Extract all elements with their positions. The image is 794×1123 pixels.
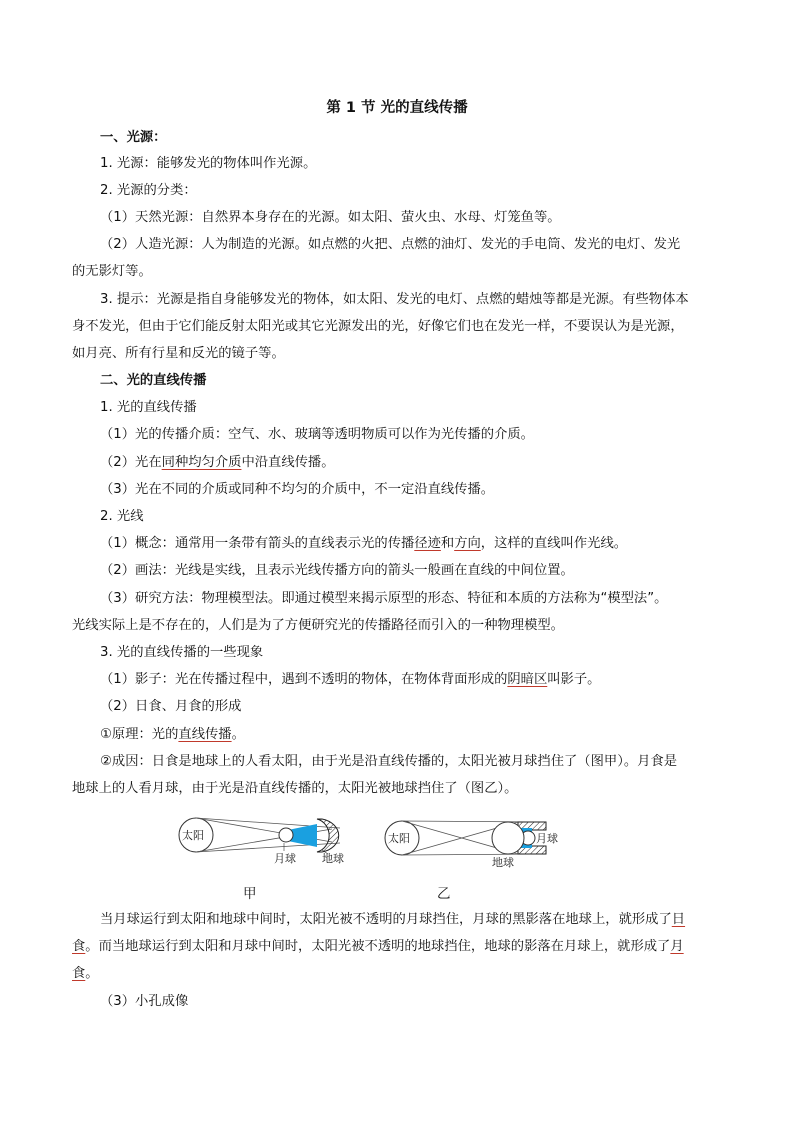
text: 。: [231, 727, 245, 742]
paragraph: 地球上的人看月球，由于光是沿直线传播的，太阳光被地球挡住了（图乙）。: [72, 781, 518, 796]
figure-caption-b: 乙: [437, 886, 451, 902]
key-term: 径迹: [414, 536, 441, 551]
figure-solar-eclipse: [172, 810, 372, 876]
text: 。: [85, 966, 99, 981]
paragraph: 1. 光源：能够发光的物体叫作光源。: [100, 156, 317, 171]
paragraph: （1）天然光源：自然界本身存在的光源。如太阳、萤火虫、水母、灯笼鱼等。: [100, 210, 561, 225]
paragraph: [100, 449, 750, 476]
earth-label: 地球: [322, 852, 344, 865]
text: 叫影子。: [547, 672, 601, 687]
paragraph: ②成因：日食是地球上的人看太阳，由于光是沿直线传播的，太阳光被月球挡住了（图甲）。月食是: [100, 754, 678, 769]
moon-label: 月球: [274, 852, 296, 865]
paragraph: 身不发光，但由于它们能反射太阳光或其它光源发出的光，好像它们也在发光一样，不要误认为是光源，: [72, 319, 684, 334]
text: （2）光在: [100, 455, 162, 470]
text: 和: [440, 536, 455, 551]
key-term: 食: [72, 939, 86, 954]
sun-label: 太阳: [182, 829, 204, 842]
section-heading-light-source: 一、光源：: [100, 130, 167, 145]
moon-label: 月球: [536, 832, 558, 845]
text: （1）概念：通常用一条带有箭头的直线表示光的传播: [100, 536, 415, 551]
paragraph: 光线实际上是不存在的，人们是为了方便研究光的传播路径而引入的一种物理模型。: [72, 618, 564, 633]
text: 中沿直线传播。: [241, 455, 335, 470]
paragraph: 2. 光线: [100, 509, 144, 524]
text: 当月球运行到太阳和地球中间时，太阳光被不透明的月球挡住，月球的黑影落在地球上，就形成了: [100, 912, 672, 927]
paragraph: 2. 光源的分类：: [100, 183, 197, 198]
key-term: 日: [671, 912, 686, 927]
text: ①原理：光的: [100, 727, 179, 742]
paragraph: （3）光在不同的介质或同种不均匀的介质中，不一定沿直线传播。: [100, 482, 495, 497]
paragraph: [100, 721, 750, 748]
key-term: 阴暗区: [507, 672, 548, 687]
text: ，这样的直线叫作光线。: [480, 536, 628, 551]
paragraph: [72, 933, 722, 960]
figure-lunar-eclipse: [378, 808, 578, 876]
solar-eclipse-diagram: [172, 810, 372, 872]
paragraph: [72, 960, 722, 987]
paragraph: 如月亮、所有行星和反光的镜子等。: [72, 346, 285, 361]
paragraph: [100, 530, 750, 557]
earth-label: 地球: [492, 856, 514, 869]
key-term: 直线传播: [178, 727, 232, 742]
lunar-eclipse-diagram: [378, 808, 578, 872]
paragraph: [100, 666, 750, 693]
paragraph: 的无影灯等。: [72, 264, 152, 279]
paragraph: （2）人造光源：人为制造的光源。如点燃的火把、点燃的油灯、发光的手电筒、发光的电灯、发光: [100, 237, 681, 252]
paragraph: （3）小孔成像: [100, 994, 189, 1009]
paragraph: 1. 光的直线传播: [100, 400, 197, 415]
key-term: 月: [670, 939, 684, 954]
paragraph: [100, 906, 750, 933]
key-term: 同种均匀介质: [161, 455, 242, 470]
paragraph: （2）日食、月食的形成: [100, 699, 242, 714]
paragraph: （3）研究方法：物理模型法。即通过模型来揭示原型的形态、特征和本质的方法称为“模型法”。: [100, 591, 668, 606]
paragraph: 3. 光的直线传播的一些现象: [100, 645, 264, 660]
section-heading-rectilinear: 二、光的直线传播: [100, 373, 207, 388]
paragraph: （1）光的传播介质：空气、水、玻璃等透明物质可以作为光传播的介质。: [100, 427, 534, 442]
paragraph: 3. 提示：光源是指自身能够发光的物体，如太阳、发光的电灯、点燃的蜡烛等都是光源。有些物体本: [100, 292, 689, 307]
text: 。而当地球运行到太阳和月球中间时，太阳光被不透明的地球挡住，地球的影落在月球上，就形成了: [85, 939, 671, 954]
paragraph: （2）画法：光线是实线，且表示光线传播方向的箭头一般画在直线的中间位置。: [100, 563, 574, 578]
text: （1）影子：光在传播过程中，遇到不透明的物体，在物体背面形成的: [100, 672, 508, 687]
key-term: 食: [72, 966, 86, 981]
key-term: 方向: [454, 536, 481, 551]
page-title: 第 1 节 光的直线传播: [326, 100, 468, 116]
figure-caption-a: 甲: [243, 886, 257, 902]
sun-label: 太阳: [388, 832, 410, 845]
